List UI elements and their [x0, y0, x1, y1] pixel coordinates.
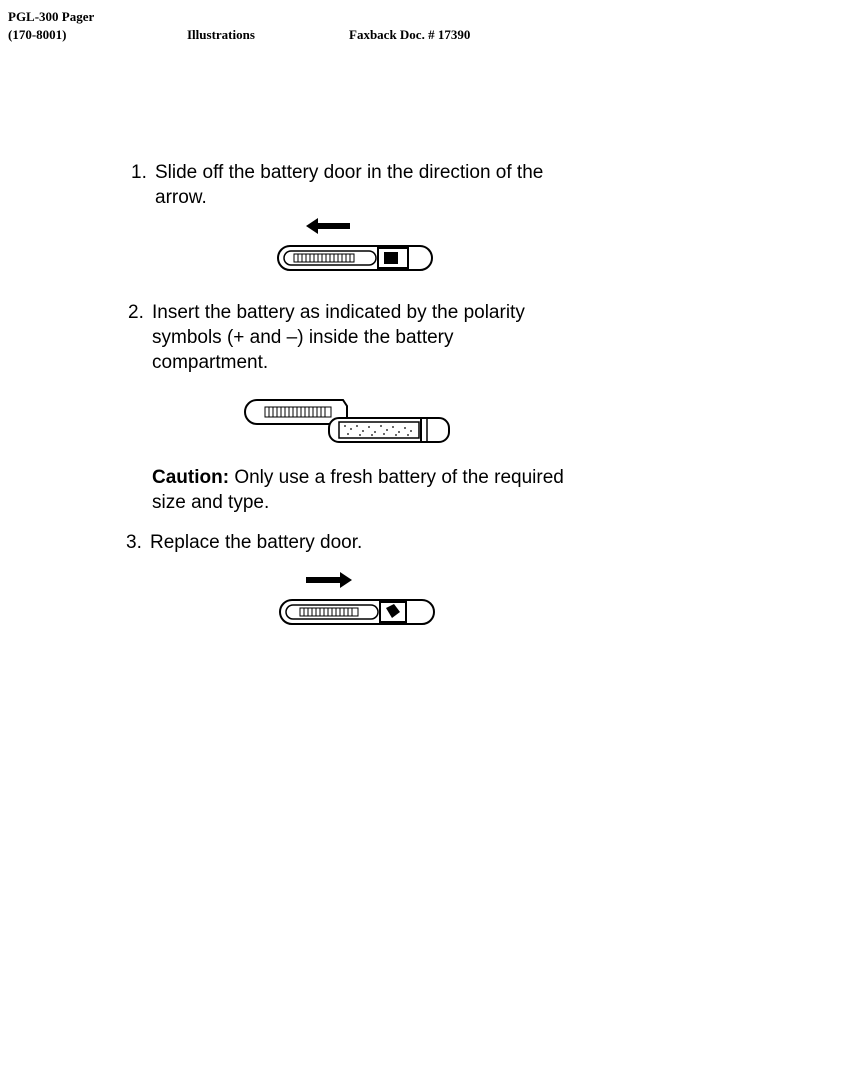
step-number: 3. [126, 532, 142, 553]
step-text: Replace the battery door. [150, 532, 363, 553]
product-name: PGL-300 Pager [8, 9, 95, 24]
section-title: Illustrations [187, 27, 255, 42]
caution-label: Caution: [152, 467, 230, 488]
step-text: Insert the battery as indicated by the polarity symbols (+ and –) inside the battery compartment. [152, 302, 525, 373]
step-2 [128, 300, 560, 375]
step-1 [131, 160, 561, 210]
pager-body [329, 418, 449, 442]
step-3 [126, 530, 556, 555]
step-text: Slide off the battery door in the direction of the arrow. [155, 162, 544, 208]
left-arrow-icon [306, 218, 350, 234]
battery-insert-illustration [243, 398, 453, 446]
caution-note [152, 465, 572, 515]
doc-number: Faxback Doc. # 17390 [349, 27, 471, 42]
caution-text: Only use a fresh battery of the required size and type. [152, 467, 564, 513]
pager-closed-illustration [278, 568, 438, 628]
step-number: 1. [131, 162, 147, 183]
right-arrow-icon [306, 572, 352, 588]
pager-open-illustration [276, 214, 436, 274]
part-number: (170-8001) [8, 27, 67, 42]
step-number: 2. [128, 302, 144, 323]
